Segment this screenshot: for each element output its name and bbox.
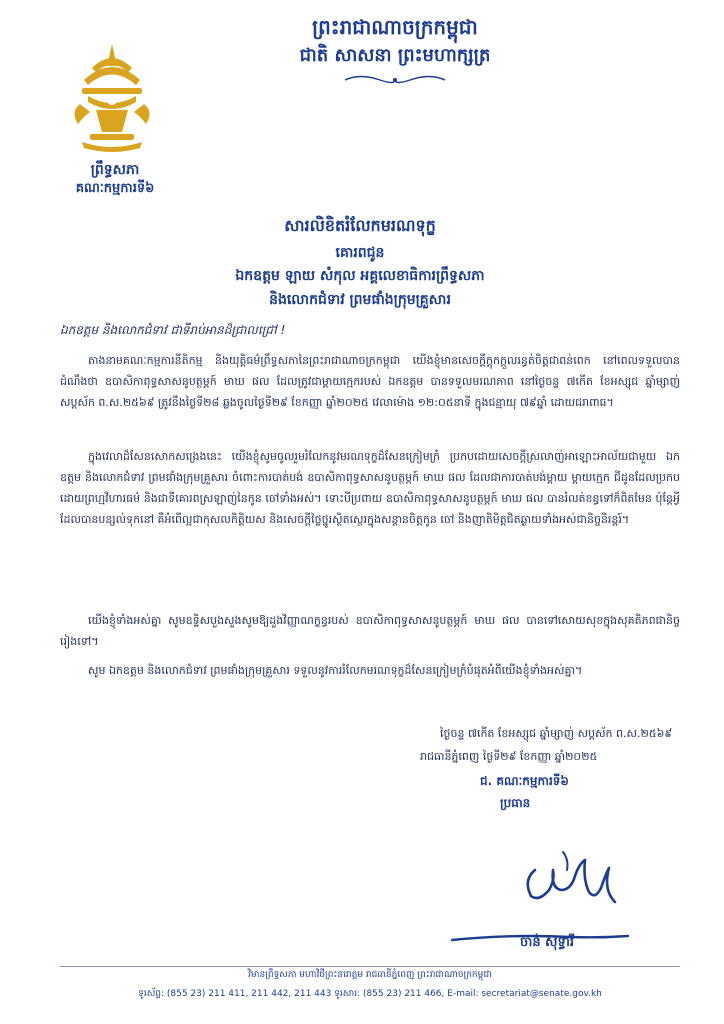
- paragraph-1: តាងនាមគណៈកម្មការនីតិកម្ម និងយុត្តិធម៌ព្រឹទ្ធសភានៃព្រះរាជាណាចក្រកម្ពុជា យើងខ្ញុំមានសេចក្តីក្តុកក្តួលរន្ធត់ចិត្តជាពន់ពេក នៅពេលទទួលបានដំណឹងថា ឧបាសិកាពុទ្ធសាសនូបត្ថម្ភក៍ មាឃ ផល ដែលត្រូវជាម្តាយក្មេករបស់ ឯកឧត្តម បានទទួលមរណភាព នៅថ្ងៃចន្ទ ៧កើត ខែអស្សុជ ឆ្នាំម្សាញ់ សប្តស័ក ព.ស.២៥៦៩ ត្រូវនឹងថ្ងៃទី២៨ ឆ្លងចូលថ្ងៃទី២៩ ខែកញ្ញា ឆ្នាំ២០២៥ វេលាម៉ោង ១២:០៥នាទី ក្នុងជន្មាយុ ៧៩ឆ្នាំ ដោយជរាពាធ។: [60, 354, 680, 409]
- paragraph-3: យើងខ្ញុំទាំងអស់គ្នា សូមឧទ្ទិសបួងសួងសូមឱ្យដួងវិញ្ញាណក្ខន្ធរបស់ ឧបាសិកាពុទ្ធសាសនូបត្ថម្ភក៍ មាឃ ផល បានទៅសោយសុខក្នុងសុគតិភពជានិច្ចរៀងទៅ។: [60, 614, 680, 648]
- footer-contact: ទូរស័ព្ទ: (855 23) 211 411, 211 442, 211 443 ទូរសារ: (855 23) 211 466, E-mail: secretariat@senate.gov.kh: [138, 989, 602, 999]
- lunar-date: ថ្ងៃចន្ទ ៧កើត ខែអស្សុជ ឆ្នាំម្សាញ់ សប្តស័ក ព.ស.២៥៦៩: [440, 727, 673, 740]
- salutation: ឯកឧត្តម និងលោកជំទាវ ជាទីរាប់អានដ៏ជ្រាលជ្រៅ !: [60, 323, 286, 337]
- institution-name: ព្រឹទ្ធសភា: [90, 162, 140, 178]
- place-date: រាជធានីភ្នំពេញ ថ្ងៃទី២៩ ខែកញ្ញា ឆ្នាំ២០២៥: [420, 750, 598, 763]
- recipient-line-1: ឯកឧត្តម ឡាយ សំកុល អគ្គលេខាធិការព្រឹទ្ធសភា: [235, 268, 485, 284]
- handwritten-signature: [505, 840, 625, 910]
- senate-emblem-icon: [62, 40, 162, 152]
- letter-title: សារលិខិតរំលែកមរណទុក្ខ: [284, 216, 436, 235]
- signer-role: ប្រធាន: [500, 796, 531, 810]
- signer-name: ចាន់ សុទ្ធាវី: [520, 935, 575, 950]
- paragraph-2: ក្នុងវេលាដ៏សែនសោកសង្រេងនេះ យើងខ្ញុំសូមចូលរួមរំលែកនូវមរណទុក្ខដ៏សែនក្រៀមក្រំ ប្រកបដោយសេចក្តីស្រលាញ់អាឡោះអាល័យជាមួយ ឯកឧត្តម និងលោកជំទាវ ព្រមផាំងក្រុមគ្រួសារ ចំពោះការបាត់បង់ ឧបាសិកាពុទ្ធសាសនូបត្ថម្ភក៍ មាឃ ផល ដែលជាការបាត់បង់ម្តាយ ម្តាយក្មេក ជីដូនដែលប្រកបដោយព្រហ្មវិហារធម៌ និងជាទីគោរពស្រឡាញ់នៃកូន ចៅទាំងអស់។ ទោះបីប្រពាយ ឧបាសិកាពុទ្ធសាសនូបត្ថម្ភក៍ មាឃ ផល បានរំលត់ខន្ធទៅក៏ពិតមែន ប៉ុន្តែអ្វីដែលបានបន្សល់ទុកនៅ គឺអំពើល្អជាកុសលកិត្តិយស និងសេចក្តីថ្លៃថ្នូរស្ថិតស្ថេរក្នុងសន្តានចិត្តកូន ចៅ និងញាតិមិត្តជិតឆ្ងាយទាំងអស់ជានិច្ចនិរន្តរ៍។: [60, 450, 680, 526]
- signer-organization: ជ. គណៈកម្មការទី៦: [480, 774, 569, 788]
- footer-divider: [60, 966, 680, 967]
- to-label: គោរពជូន: [335, 245, 385, 261]
- kingdom-heading: ព្រះរាជាណាចក្រកម្ពុជា: [312, 15, 478, 39]
- national-motto: ជាតិ សាសនា ព្រះមហាក្សត្រ: [299, 45, 491, 66]
- commission-name: គណៈកម្មការទី៦: [75, 181, 155, 196]
- footer-address: វិមានព្រឹទ្ធសភា មហាវិថីព្រះនរោត្តម រាជធានីភ្នំពេញ ព្រះរាជាណាចក្រកម្ពុជា: [248, 970, 492, 980]
- paragraph-4: សូម ឯកឧត្តម និងលោកជំទាវ ព្រមផាំងក្រុមគ្រួសារ ទទួលនូវការរំលែកមរណទុក្ខដ៏សែនក្រៀមក្រំបំផុតអំពីយើងខ្ញុំទាំងអស់គ្នា។: [88, 664, 583, 677]
- recipient-line-2: និងលោកជំទាវ ព្រមផាំងក្រុមគ្រួសារ: [269, 292, 451, 308]
- ornament-divider-icon: [340, 73, 450, 87]
